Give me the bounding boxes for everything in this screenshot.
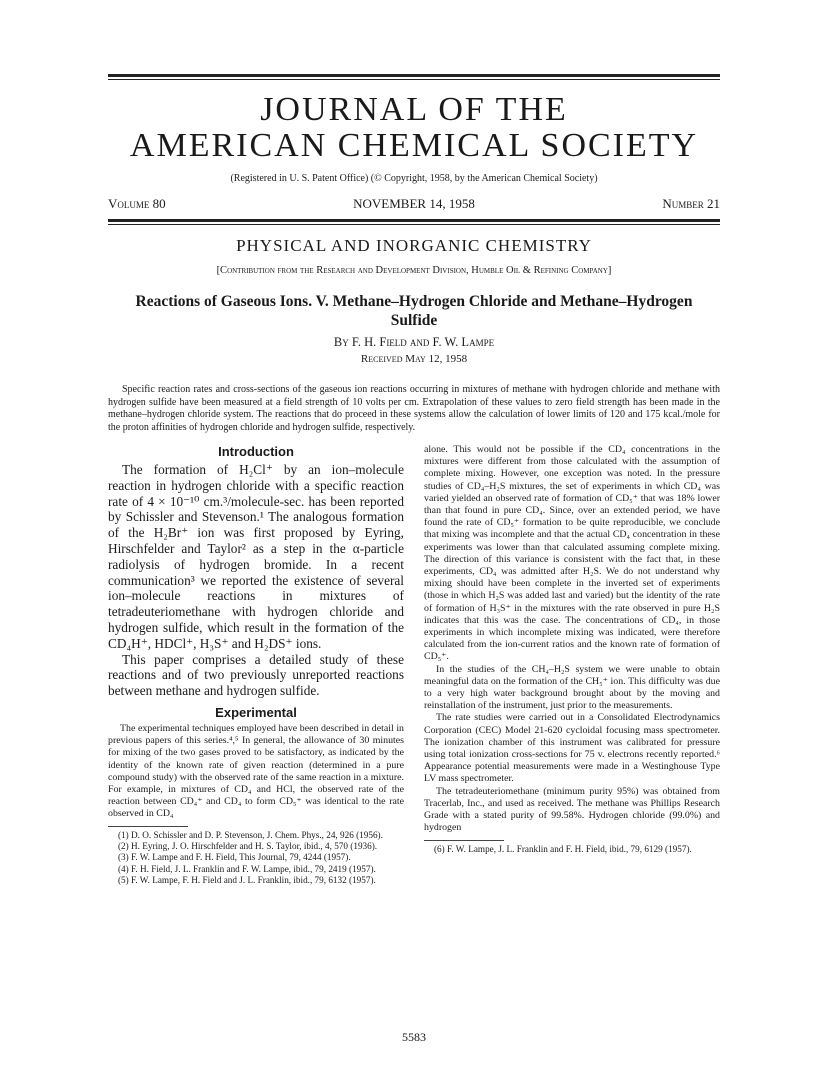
article-title-line2: Sulfide [390, 312, 438, 329]
footnote: (6) F. W. Lampe, J. L. Franklin and F. H. Field, ibid., 79, 6129 (1957). [434, 843, 692, 854]
experimental-heading: Experimental [215, 704, 297, 720]
footnote: (2) H. Eyring, J. O. Hirschfelder and H. S. Taylor, ibid., 4, 570 (1936). [118, 840, 378, 851]
article-authors: By F. H. Field and F. W. Lampe [333, 335, 495, 349]
article-title-line1: Reactions of Gaseous Ions. V. Methane–Hydrogen Chloride and Methane–Hydrogen [135, 293, 693, 310]
introduction-paragraph-2: This paper comprises a detailed study of these reactions and of two previously unreported reactions between methane and hydrogen sulfide. [108, 651, 404, 699]
number-label: Number 21 [662, 196, 720, 211]
experimental-paragraph-2: alone. This would not be possible if the CD₄ concentrations in the mixtures were different from those calculated with the assumption of complete mixing. However, one exception was noted. In the pressure studies of CD₄–H₂S mixtures, the set of experiments in which CD₄ was varied yielded an observed rate of formation of CD₅⁺ that was 18% lower than that found in pure CD₄. Since, over an extended period, we have found the rate of CD₅⁺ formation to be quite reproducible, we conclude that mixing was incomplete and that the actual CD₄ concentration in these experiments was lower than that calculated assuming complete mixing. The direction of this variance is consistent with the fact that, in these experiments, CD₄ was admitted after H₂S. We do not understand why mixing should have been complete in the inverted set of experiments (those in which H₂S was added last and varied) but the identity of the rate of formation of H₃S⁺ in the mixtures with the rate observed in pure H₂S indicates that this was the case. The concentrations of CD₄, in those experiments in which incomplete mixing was indicated, were therefore calculated from the ion-current ratios and the known rate of formation of CD₅⁺. [424, 444, 720, 663]
volume-label: Volume 80 [108, 196, 166, 211]
journal-title-line1: JOURNAL OF THE [260, 91, 568, 128]
journal-title-line2: AMERICAN CHEMICAL SOCIETY [129, 127, 699, 164]
experimental-paragraph-1: The experimental techniques employed have been described in detail in previous papers of this series.⁴,⁵ In general, the allowance of 30 minutes for mixing of the two gases proved to be satisfactory, as indicated by the identity of the known rate of given reaction (determined in a pure compound study) with the observed rate of the same reaction in a mixture. For example, in mixtures of CD₄ and HCl, the observed rate of the reaction between CD₄⁺ and CD₄ to form CD₅⁺ was identical to the rate observed in CD₄ [108, 722, 404, 820]
footnote: (4) F. H. Field, J. L. Franklin and F. W. Lampe, ibid., 79, 2419 (1957). [118, 863, 376, 874]
received-date: Received May 12, 1958 [360, 353, 468, 365]
volume-line [108, 196, 720, 214]
issue-date: NOVEMBER 14, 1958 [353, 196, 475, 211]
introduction-paragraph-1: The formation of H₂Cl⁺ by an ion–molecule reaction in hydrogen chloride with a specific reaction rate of 4 × 10⁻¹⁰ cm.³/molecule-sec. has been reported by Schissler and Stevenson.¹ The analogous formation of the H₂Br⁺ ion was first proposed by Eyring, Hirschfelder and Taylor² as a step in the α-particle radiolysis of hydrogen bromide. In a recent communication³ we reported the existence of several ion–molecule reactions in mixtures of tetradeuteriomethane with hydrogen chloride and hydrogen sulfide, which result in the formation of the CD₄H⁺, HDCl⁺, H₃S⁺ and H₂DS⁺ ions. [108, 462, 404, 651]
masthead-bottom-rule-thin [108, 224, 720, 225]
footnote: (3) F. W. Lampe and F. H. Field, This Journal, 79, 4244 (1957). [118, 852, 351, 863]
footnote: (1) D. O. Schissler and D. P. Stevenson, J. Chem. Phys., 24, 926 (1956). [118, 829, 383, 840]
masthead-bottom-rule [108, 219, 720, 222]
right-column [424, 444, 720, 855]
experimental-paragraph-5: The tetradeuteriomethane (minimum purity 95%) was obtained from Tracerlab, Inc., and used as received. The methane was Phillips Research Grade with a stated purity of 99.58%. Hydrogen chloride (99.0%) and hydrogen [424, 785, 720, 834]
section-heading: PHYSICAL AND INORGANIC CHEMISTRY [236, 236, 592, 255]
top-rule-thin [108, 79, 720, 80]
introduction-heading: Introduction [218, 444, 294, 459]
footnote-rule [424, 840, 504, 841]
contribution-line: [Contribution from the Research and Development Division, Humble Oil & Refining Company] [216, 265, 612, 276]
article-title [108, 292, 720, 330]
footnote-rule [108, 826, 188, 827]
abstract: Specific reaction rates and cross-sections of the gaseous ion reactions occurring in mixtures of methane with hydrogen chloride and methane with hydrogen sulfide have been measured at a field strength of 10 volts per cm. Extrapolation of these values to zero field strength has been made in the methane–hydrogen chloride system. The reactions that do proceed in these systems allow the calculation of lower limits of 120 and 175 kcal./mole for the proton affinities of hydrogen chloride and hydrogen sulfide, respectively. [108, 384, 720, 433]
experimental-paragraph-4: The rate studies were carried out in a Consolidated Electrodynamics Corporation (CEC) Model 21-620 cycloidal focusing mass spectrometer. The ionization chamber of this instrument was calibrated for pressure using total ionization cross-sections for 75 v. electrons recently reported.⁶ Appearance potential measurements were made in a Westinghouse Type LV mass spectrometer. [424, 712, 720, 785]
left-column [108, 444, 404, 887]
page-number: 5583 [402, 1030, 426, 1044]
top-rule [108, 74, 720, 77]
registration-note: (Registered in U. S. Patent Office) (© Copyright, 1958, by the American Chemical Society) [230, 173, 598, 184]
experimental-paragraph-3: In the studies of the CH₄–H₂S system we were unable to obtain meaningful data on the formation of the CH₅⁺ ion. This difficulty was due to a very high water background brought about by the moving and reinstallation of the instrument, just prior to the measurements. [424, 663, 720, 712]
footnote: (5) F. W. Lampe, F. H. Field and J. L. Franklin, ibid., 79, 6132 (1957). [118, 875, 376, 886]
